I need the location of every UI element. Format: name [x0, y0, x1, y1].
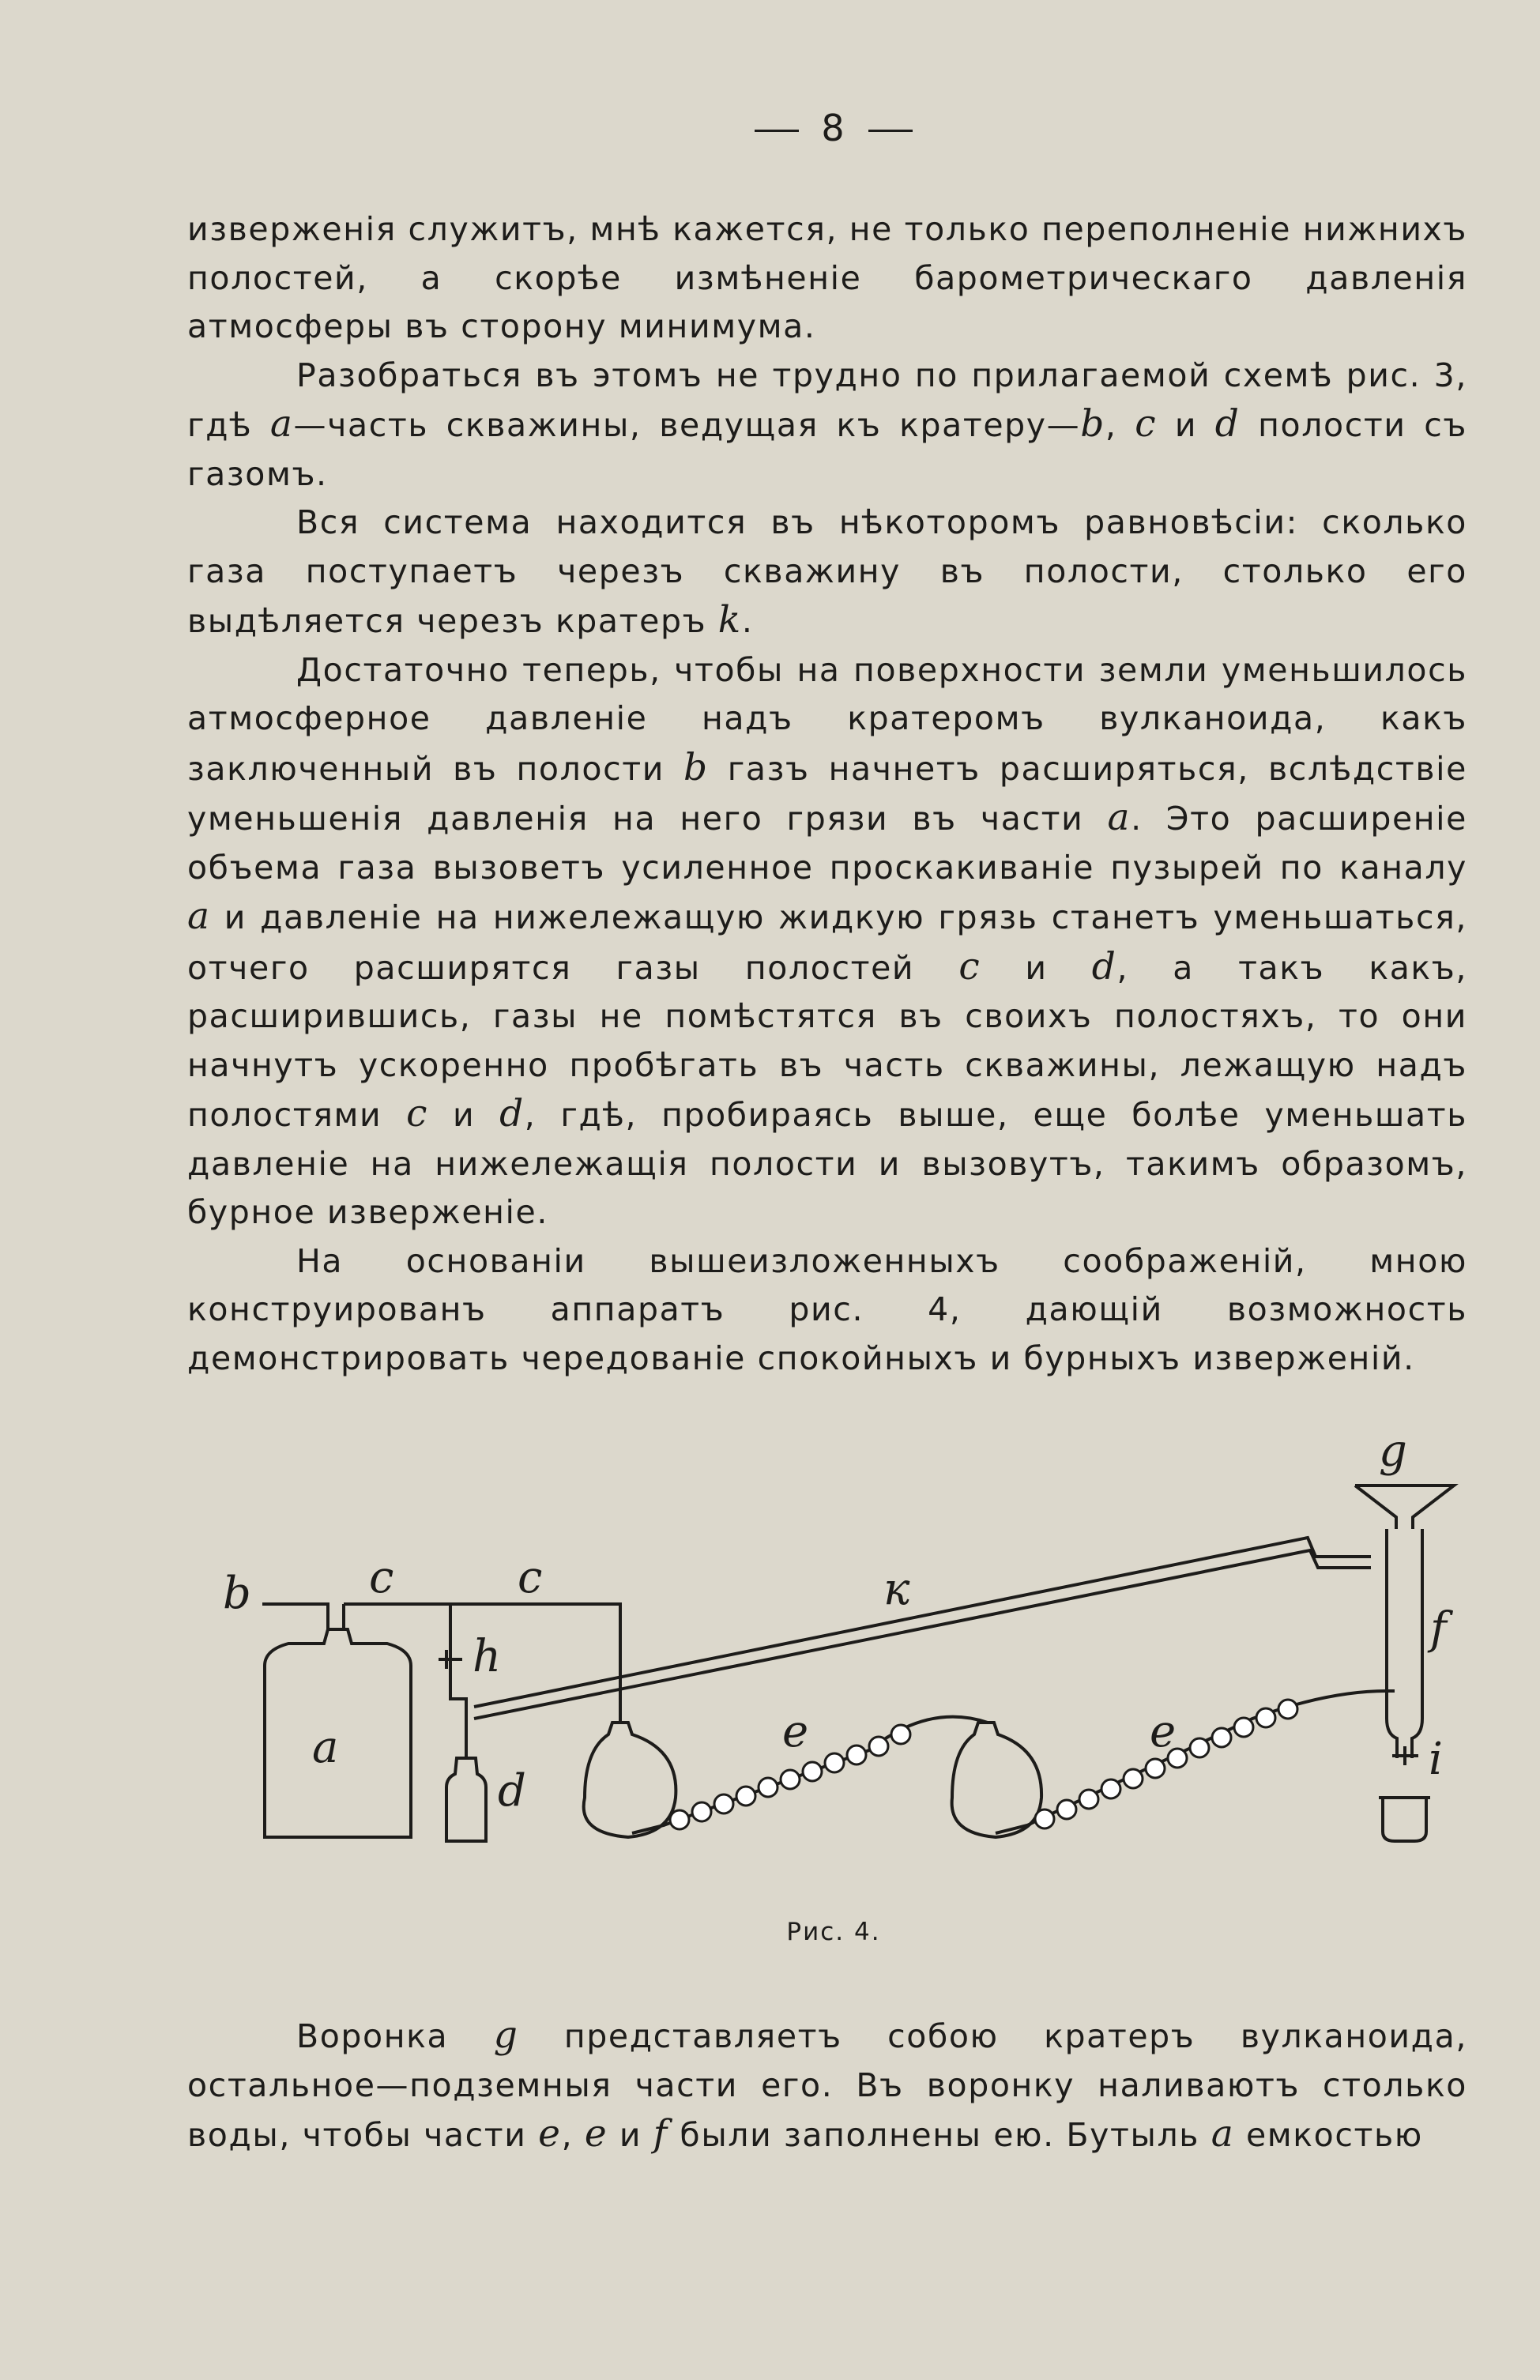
label-e1: e	[782, 1706, 809, 1757]
label-i: i	[1429, 1734, 1443, 1785]
label-k: к	[883, 1564, 910, 1615]
bottle-d	[446, 1758, 486, 1841]
paragraph-5: На основаніи вышеизложенныхъ соображеній, мною конструированъ аппаратъ рис. 4, дающій возможность демонстрировать чередованіе спокойныхъ и бурныхъ изверженій.	[187, 1241, 1467, 1377]
flask-1	[584, 1723, 676, 1837]
label-e2: e	[1150, 1706, 1177, 1757]
column-f	[1387, 1529, 1422, 1758]
tube-c1	[344, 1604, 466, 1758]
label-a: a	[312, 1722, 339, 1773]
label-g: g	[1379, 1425, 1407, 1477]
paragraph-3: Вся система находится въ нѣкоторомъ равновѣсіи: сколько газа поступаетъ черезъ скважину въ полости, столько его выдѣляется черезъ кратеръ k.	[187, 503, 1467, 642]
figure-caption: Рис. 4.	[786, 1918, 881, 1946]
label-b: b	[223, 1568, 251, 1619]
label-h: h	[473, 1631, 502, 1682]
tube-e2	[996, 1691, 1395, 1833]
label-c2: c	[518, 1552, 543, 1603]
tube-k	[474, 1538, 1371, 1707]
label-c1: c	[369, 1552, 394, 1603]
paragraph-6: Воронка g представляетъ собою кратеръ вулканоида, остальное—подземныя части его. Въ воронку наливаютъ столько воды, чтобы части e, e и f были заполнены ею. Бутыль a емкостью	[187, 2013, 1467, 2156]
paragraph-2: Разобраться въ этомъ не трудно по прилагаемой схемѣ рис. 3, гдѣ a—часть скважины, ведущая къ кратеру—b, c и d полости съ газомъ.	[187, 356, 1467, 493]
bulbs-e	[670, 1700, 1297, 1829]
label-f: f	[1430, 1603, 1447, 1655]
tube-b	[262, 1604, 328, 1629]
funnel-g	[1355, 1486, 1454, 1529]
page-number: 8	[821, 107, 846, 149]
body-text-bottom	[187, 2011, 1467, 2160]
label-d: d	[498, 1765, 526, 1817]
paragraph-4: Достаточно теперь, чтобы на поверхности земли уменьшилось атмосферное давленіе надъ кратеромъ вулканоида, какъ заключенный въ полости b газъ начнетъ расширяться, вслѣдствіе уменьшенія давленія на него грязи въ части a. Это расширеніе объема газа вызоветъ усиленное проскакиваніе пузырей по каналу a и давленіе на нижележащую жидкую грязь станетъ уменьшаться, отчего расширятся газы полостей c и d, а такъ какъ, расширившись, газы не помѣстятся въ своихъ полостяхъ, то они начнутъ ускоренно пробѣгать въ часть скважины, лежащую надъ полостями c и d, гдѣ, пробираясь выше, еще болѣе уменьшать давленіе на нижележащія полости и вызовутъ, такимъ образомъ, бурное изверженіе.	[187, 650, 1467, 1231]
paragraph-1: изверженія служитъ, мнѣ кажется, не только переполненіе нижнихъ полостей, а скорѣе измѣненіе барометрическаго давленія атмосферы въ сторону минимума.	[187, 210, 1467, 345]
flask-2	[952, 1723, 1041, 1837]
cup	[1383, 1798, 1426, 1841]
